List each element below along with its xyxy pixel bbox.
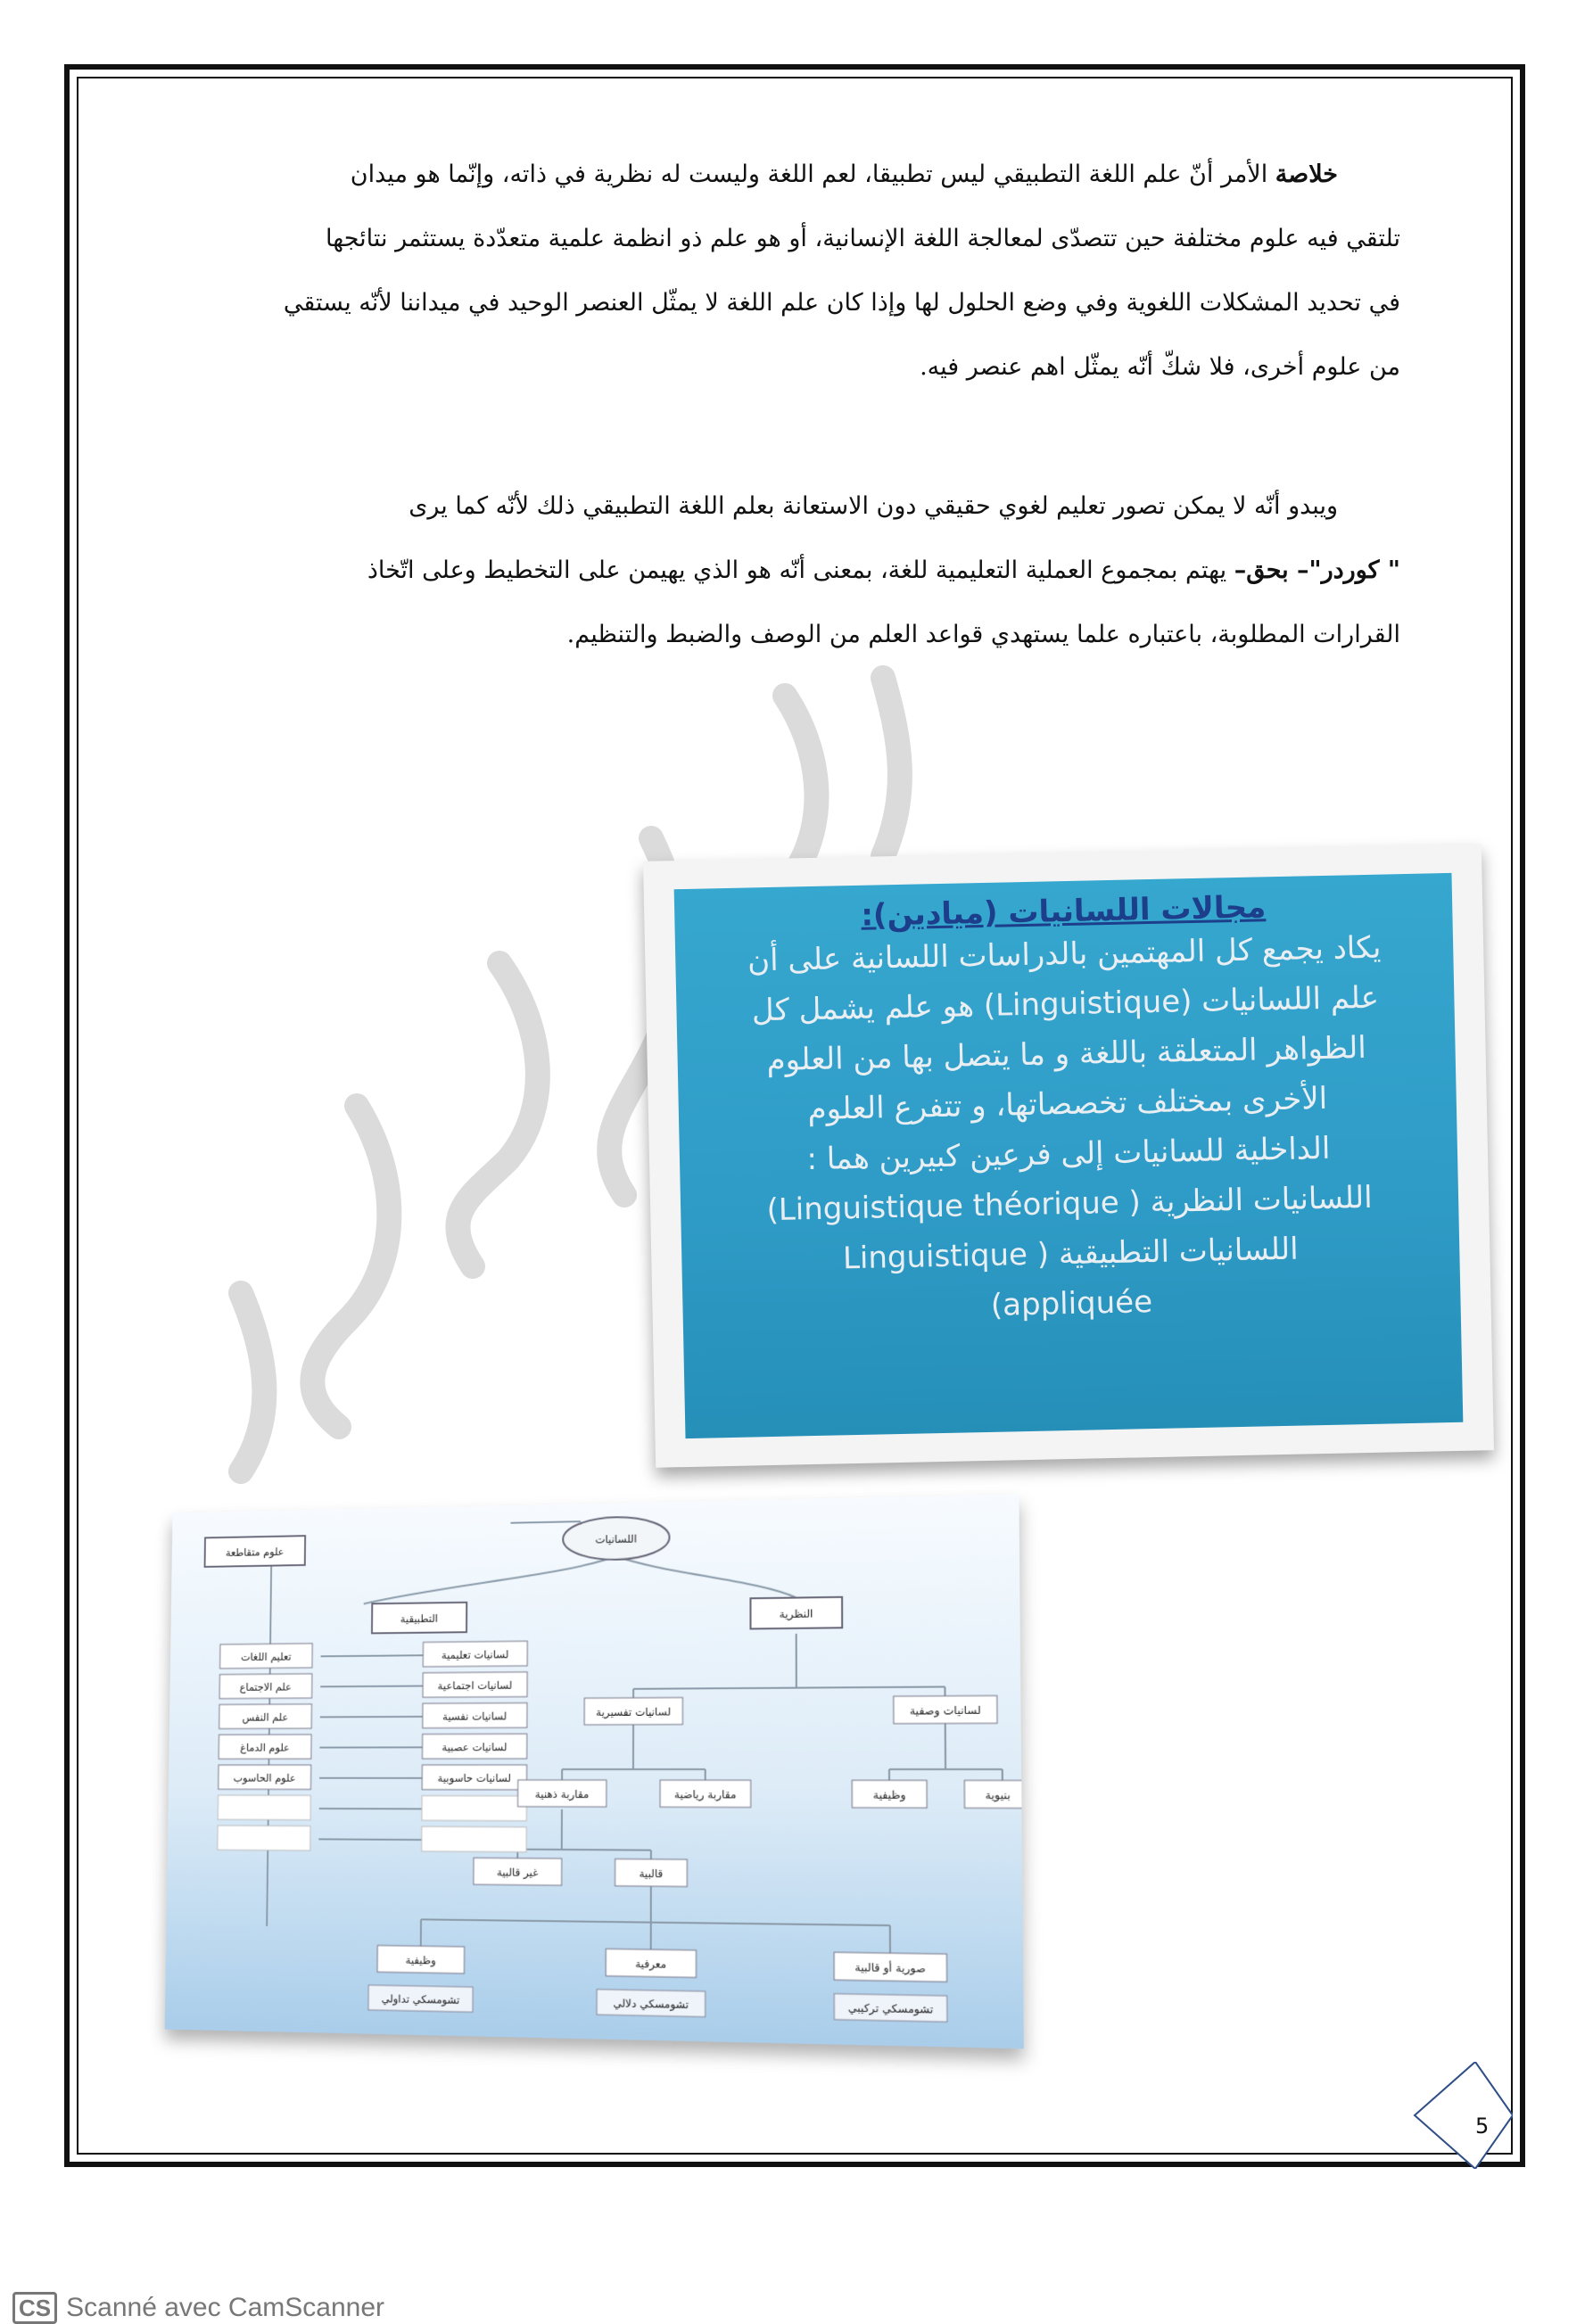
paragraph-corder [178,474,1400,667]
diagram-image-linguistics-tree [165,1494,1024,2048]
slide-line: يكاد يجمع كل المهتمين بالدراسات اللسانية على أن [747,929,1382,979]
slide-image-linguistics-fields [643,844,1494,1468]
summary-line-4: من علوم أخرى، فلا شكّ أنّه يمثّل اهم عنصر فيه. [920,353,1400,381]
formal-label: قالبية [639,1867,664,1881]
cross-item-label: تعليم اللغات [240,1650,292,1664]
cross-item-label: علوم الدماغ [240,1741,290,1754]
slide-line: الأخرى بمختلف تخصصاتها، و تتفرع العلوم [807,1080,1328,1128]
slide-content [674,873,1464,1438]
descriptive-functional-label: وظيفية [872,1788,906,1802]
slide-line: الظواهر المتعلقة باللغة و ما يتصل بها من العلوم [766,1029,1367,1079]
theory-explanatory-label: لسانيات تفسيرية [596,1705,672,1719]
applied-item-label: لسانيات حاسوبية [437,1771,512,1784]
cross-item-label: علوم الحاسوب [233,1771,296,1784]
cross-item-label: علم الاجتماع [239,1680,292,1694]
cross-item-label: علم النفس [242,1710,289,1724]
page-number-diamond [1406,2062,1513,2169]
applied-item-label: لسانيات تعليمية [441,1648,509,1661]
corder-line-2: يهتم بمجموع العملية التعليمية للغة، بمعنى أنّه هو الذي يهيمن على التخطيط وعلى اتّخاذ [367,556,1234,584]
camscanner-logo-icon: CS [12,2292,57,2324]
slide-line: اللسانيات النظرية ( Linguistique théorique) [766,1179,1374,1229]
diagram-theoretical-label: النظرية [779,1607,813,1621]
corder-line-1: ويبدو أنّه لا يمكن تصور تعليم لغوي حقيقي دون الاستعانة بعلم اللغة التطبيقي ذلك لأنّه كما يرى [409,492,1338,520]
approach-mental-label: مقاربة ذهنية [534,1787,590,1801]
corder-line-3: القرارات المطلوبة، باعتباره علما يستهدي قواعد العلم من الوصف والضبط والتنظيم. [566,621,1400,648]
nonformal-label: غير قالبية [496,1866,539,1879]
cross-item-box-empty [218,1795,310,1820]
applied-item-label: لسانيات نفسية [442,1710,508,1723]
diagram-applied-items [422,1641,528,1851]
corder-name: " كوردر"– بحق– [1234,556,1400,584]
slide-line: appliquée) [990,1284,1153,1323]
bottom-sub-label: تشومسكي تركيبي [847,2000,934,2016]
theory-descriptive-label: لسانيات وصفية [909,1703,981,1718]
approach-math-label: مقاربة رياضية [673,1787,737,1801]
applied-item-box-empty [422,1796,527,1821]
bottom-functional-label: وظيفية [405,1953,436,1967]
slide-title: مجالات اللسانيات (ميادين): [860,889,1267,934]
page-number: 5 [1475,2114,1490,2139]
applied-item-label: لسانيات اجتماعية [437,1678,513,1693]
diagram-root-label: اللسانيات [595,1532,638,1546]
diagram-applied-label: التطبيقية [400,1611,439,1626]
summary-line-3: في تحديد المشكلات اللغوية وفي وضع الحلول لها وإذا كان علم اللغة لا يمثّل العنصر الوحيد في ميداننا لأنّه يستقي [283,289,1400,317]
bottom-cognitive-label: معرفية [635,1957,667,1971]
cross-item-box-empty [218,1825,310,1850]
summary-line-1: الأمر أنّ علم اللغة التطبيقي ليس تطبيقا، لعم اللغة وليست له نظرية في ذاته، وإنّما هو ميدان [350,161,1275,188]
bottom-sub-label: تشومسكي دلالي [613,1996,689,2012]
camscanner-text: Scanné avec CamScanner [66,2293,384,2322]
paragraph-summary [178,143,1400,400]
applied-item-box-empty [422,1826,527,1852]
slide-line: الداخلية للسانيات إلى فرعين كبيرين هما : [806,1130,1331,1178]
summary-line-2: تلتقي فيه علوم مختلفة حين تتصدّى لمعالجة اللغة الإنسانية، أو هو علم ذو انظمة علمية متعدّدة يستثمر نتائجها [326,225,1400,252]
applied-item-label: لسانيات عصبية [442,1740,508,1754]
slide-line: اللسانيات التطبيقية ( Linguistique [842,1231,1300,1277]
diagram-cross-sciences-label: علوم متقاطعة [225,1545,285,1559]
camscanner-footer [12,2292,384,2324]
slide-line: علم اللسانيات (Linguistique) هو علم يشمل كل [751,979,1380,1029]
summary-lead: خلاصة [1275,161,1338,188]
descriptive-structural-label: بنيوية [985,1788,1011,1802]
diagram-cross-items [218,1644,312,1850]
bottom-sub-label: تشومسكي تداولي [381,1991,460,2007]
bottom-formal-label: صورية أو قالبية [854,1960,926,1975]
